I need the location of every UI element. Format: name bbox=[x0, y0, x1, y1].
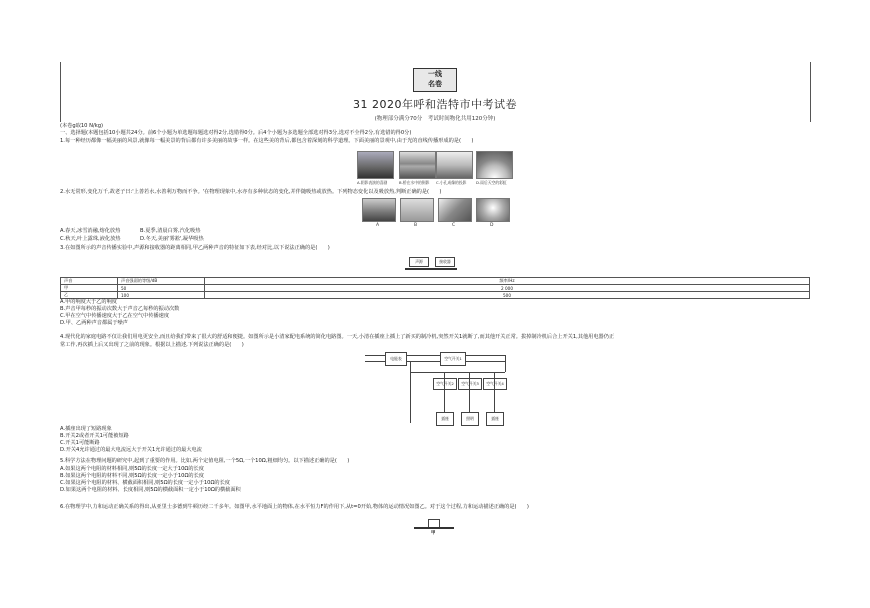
option-d: D.开关4允许通过的最大电流远大于开关1允许通过的最大电流 bbox=[60, 447, 202, 453]
q4-wire-right bbox=[505, 355, 506, 372]
q4-load-socket: 插座 bbox=[436, 412, 454, 426]
q6-ground bbox=[414, 527, 454, 529]
table-header: 声音强弱的等级/dB bbox=[118, 278, 205, 285]
q1-caption-c: C.小孔成像的投影 bbox=[436, 180, 467, 185]
q4-energy-meter: 电能表 bbox=[385, 352, 407, 366]
table-header: 频率/Hz bbox=[205, 278, 810, 285]
q1-image-d bbox=[476, 151, 513, 179]
text-line: 4.现代化的家庭电路不仅让我们用电更安全,而且给我们带来了很大的舒适和便捷。如图所示是小清家配电系统的简化电路图。一天,小清在插座上插上了新买的制冷机,突然开关1就断了,而其他开关正常。拔掉制冷机后合上开关1,其他用电器仍正 bbox=[60, 334, 615, 340]
table-cell: 甲 bbox=[61, 285, 118, 292]
q1-caption-b: B.桥在水中的倒影 bbox=[399, 180, 430, 185]
option-c: C.开关1可能断路 bbox=[60, 440, 100, 446]
margin-line-left bbox=[60, 62, 61, 122]
exam-subtitle: (物理部分满分70分 考试时间物化共用120分钟) bbox=[374, 116, 496, 122]
text-line: 1.每一种经历都像一幅美丽的风景,就像每一幅美景的背后都有许多美丽的故事一样。在这些美的背后,都包含着深刻的科学道理。下面美丽的景观中,由于光的直线传播形成的是( ) bbox=[60, 138, 474, 144]
option-a: A.春天,冰雪消融,熔化放热 bbox=[60, 228, 121, 234]
q4-wire bbox=[494, 372, 495, 412]
q6-figure-label: 甲 bbox=[431, 531, 436, 536]
q2-letter-c: C bbox=[452, 223, 456, 228]
text-line: (本卷g取10 N/kg) bbox=[60, 123, 104, 129]
q2-image-c bbox=[438, 198, 472, 222]
option-d: D.如果这两个电阻的材料、长度相同,则5Ω的横截面积一定小于10Ω的横截面积 bbox=[60, 487, 241, 493]
q1-image-c bbox=[436, 151, 473, 179]
option-c: C.甲在空气中传播速度大于乙在空气中传播速度 bbox=[60, 313, 170, 319]
table-cell: 50 bbox=[118, 285, 205, 292]
q2-image-b bbox=[400, 198, 434, 222]
exam-title: 31 2020年呼和浩特市中考试卷 bbox=[353, 98, 517, 111]
text-line: 3.在如图所示的声音传播实验中,声源和接收器的距离相同,甲乙两种声音的特征如下表,经对比,以下说法正确的是( ) bbox=[60, 245, 330, 251]
option-b: B.夏季,清晨白雾,汽化吸热 bbox=[140, 228, 201, 234]
q3-baseline bbox=[405, 268, 457, 270]
option-b: B.如果这两个电阻的材料不同,则5Ω的长度一定小于10Ω的长度 bbox=[60, 473, 204, 479]
table-header-row bbox=[61, 278, 810, 285]
table-cell: 2 000 bbox=[205, 285, 810, 292]
q2-letter-d: D bbox=[490, 223, 494, 228]
q4-switch-2: 空气开关2 bbox=[433, 378, 457, 390]
table-header: 声音 bbox=[61, 278, 118, 285]
option-a: A.如果这两个电阻的材料相同,则5Ω的长度一定大于10Ω的长度 bbox=[60, 466, 204, 472]
series-badge bbox=[413, 68, 457, 92]
text-line: 常工作,再次插上后又出现了之前的现象。根据以上描述,下列说法正确的是( ) bbox=[60, 342, 244, 348]
option-a: A.插座出现了短路现象 bbox=[60, 426, 112, 432]
option-b: B.开关2或者开关1可能被短路 bbox=[60, 433, 129, 439]
text-line: 5.科学方法在物理问题的研究中,起到了重要的作用。比如,两个定值电阻,一个5Ω,一个10Ω,粗细均匀。以下描述正确的是( ) bbox=[60, 458, 350, 464]
q2-image-d bbox=[476, 198, 510, 222]
q4-load-socket-2: 插座 bbox=[486, 412, 504, 426]
option-d: D.甲、乙两种声音都属于噪声 bbox=[60, 320, 128, 326]
q4-main-switch: 空气开关1 bbox=[440, 352, 466, 366]
q4-wire-down bbox=[410, 361, 411, 423]
badge-line-2: 名卷 bbox=[428, 80, 442, 88]
q2-image-a bbox=[362, 198, 396, 222]
q4-wire bbox=[469, 372, 470, 412]
table-cell: 100 bbox=[118, 292, 205, 299]
option-b: B.声音甲每秒的振动次数大于声音乙每秒的振动次数 bbox=[60, 306, 180, 312]
q4-wire bbox=[444, 372, 445, 412]
q1-image-b bbox=[399, 151, 436, 179]
table-cell: 500 bbox=[205, 292, 810, 299]
margin-line-right bbox=[810, 62, 811, 122]
q2-letter-b: B bbox=[414, 223, 418, 228]
table-row bbox=[61, 285, 810, 292]
q3-table bbox=[60, 277, 810, 299]
option-a: A.甲的响度大于乙的响度 bbox=[60, 299, 117, 305]
option-c: C.如果这两个电阻的材料、横截面积相同,则5Ω的长度一定小于10Ω的长度 bbox=[60, 480, 230, 486]
q1-caption-a: A.阴影表演的喜剧 bbox=[357, 180, 388, 185]
q1-image-a bbox=[357, 151, 394, 179]
text-line: 2.水无常形,变化万千,故老子曰:'上善若水,水善利万物而不争。'在物理现象中,水亦有多种状态的变化,并伴随吸热或放热。下列物态变化以及吸放热,判断正确的是( ) bbox=[60, 189, 442, 195]
text-line: 一、选择题(本题包括10小题共24分。前6个小题为单选题每题选对得2分,选错得0分。后4个小题为多选题全部选对得3分,选对不全得2分,有选错的得0分) bbox=[60, 130, 412, 136]
q3-receiver: 接收器 bbox=[435, 257, 455, 267]
text-line: 6.在物理学中,力和运动正确关系的得出,从亚里士多德到牛顿历经二千多年。如图甲,水平地面上的物体,在水平恒力F的作用下,从t=0开始,物体的运动情况如图乙。对于这个过程,力和运动描述正确的是( ) bbox=[60, 504, 529, 510]
badge-line-1: 一线 bbox=[428, 70, 442, 78]
q4-switch-4: 空气开关4 bbox=[483, 378, 507, 390]
table-row bbox=[61, 292, 810, 299]
q4-load-lighting: 照明 bbox=[461, 412, 479, 426]
q4-branch-bus bbox=[410, 372, 505, 373]
option-c: C.秋天,叶上露珠,液化放热 bbox=[60, 236, 121, 242]
q1-caption-d: D.雨后天空的彩虹 bbox=[476, 180, 507, 185]
option-d: D.冬天,美丽'雾凇',凝华吸热 bbox=[140, 236, 204, 242]
q3-sound-source: 声源 bbox=[409, 257, 429, 267]
q2-letter-a: A bbox=[376, 223, 380, 228]
table-cell: 乙 bbox=[61, 292, 118, 299]
q4-switch-3: 空气开关3 bbox=[458, 378, 482, 390]
